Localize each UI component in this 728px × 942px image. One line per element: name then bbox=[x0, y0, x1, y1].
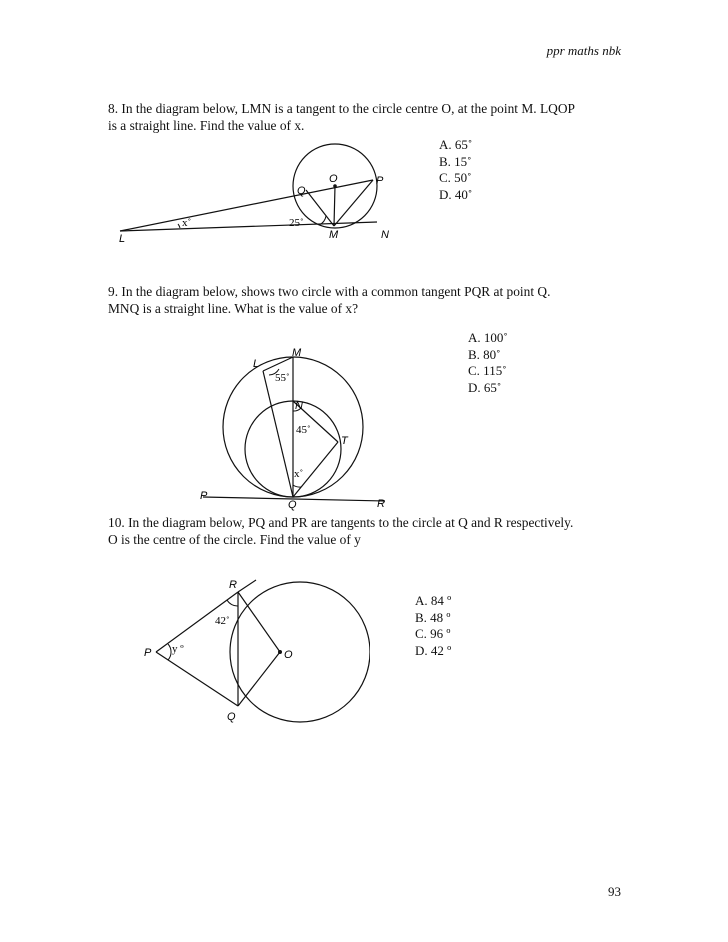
label-q: Q bbox=[288, 499, 297, 511]
angle-x-label: x˚ bbox=[294, 468, 304, 480]
label-p: P bbox=[376, 175, 384, 187]
option-c: C. 115˚ bbox=[468, 363, 507, 378]
angle-42-arc bbox=[227, 600, 238, 606]
angle-x-arc bbox=[178, 224, 180, 228]
question-10-line1: 10. In the diagram below, PQ and PR are tangents to the circle at Q and R respectively. bbox=[108, 515, 574, 530]
angle-y-arc bbox=[168, 644, 171, 660]
label-q: Q bbox=[297, 185, 306, 197]
option-d: D. 40˚ bbox=[439, 186, 473, 202]
option-a: A. 65˚ bbox=[439, 137, 473, 152]
option-b: B. 80˚ bbox=[468, 346, 501, 362]
line-lq bbox=[263, 371, 293, 497]
label-o: O bbox=[329, 173, 338, 185]
label-m: M bbox=[292, 347, 302, 359]
label-l: L bbox=[253, 358, 260, 370]
option-d: D. 42 º bbox=[415, 642, 452, 658]
label-p: P bbox=[144, 647, 152, 659]
question-10-text bbox=[108, 514, 648, 548]
option-d: D. 65˚ bbox=[468, 379, 502, 395]
question-8-diagram bbox=[105, 140, 405, 250]
question-10-options bbox=[415, 593, 451, 659]
angle-45-label: 45˚ bbox=[296, 424, 311, 436]
option-c: C. 50˚ bbox=[439, 170, 472, 185]
centre-point bbox=[278, 650, 282, 654]
option-c: C. 96 º bbox=[415, 626, 451, 641]
angle-x-arc bbox=[293, 485, 301, 487]
question-9-line1: 9. In the diagram below, shows two circle with a common tangent PQR at point Q. bbox=[108, 284, 551, 299]
question-10-line2: O is the centre of the circle. Find the value of y bbox=[108, 532, 361, 547]
label-m: M bbox=[329, 229, 339, 241]
question-9-options bbox=[468, 330, 508, 396]
label-r: R bbox=[229, 579, 237, 591]
label-l: L bbox=[119, 233, 126, 245]
label-n: N bbox=[381, 229, 389, 241]
question-9-diagram bbox=[195, 345, 395, 515]
option-a: A. 100˚ bbox=[468, 330, 508, 345]
radius-ro bbox=[238, 592, 280, 652]
question-8-options bbox=[439, 137, 472, 203]
angle-y-label: y º bbox=[172, 643, 184, 655]
label-p: P bbox=[200, 490, 208, 502]
label-q: Q bbox=[227, 711, 236, 723]
page-header: ppr maths nbk bbox=[546, 43, 621, 58]
option-b: B. 15˚ bbox=[439, 153, 472, 169]
label-r: R bbox=[377, 498, 385, 510]
option-b: B. 48 º bbox=[415, 609, 451, 625]
question-10-diagram bbox=[130, 570, 370, 735]
circle bbox=[230, 582, 370, 722]
radius-om bbox=[334, 186, 335, 226]
label-n: N bbox=[295, 400, 303, 412]
tangent-pr-extension bbox=[238, 580, 256, 592]
label-o: O bbox=[284, 649, 293, 661]
question-8-line1: 8. In the diagram below, LMN is a tangent to the circle centre O, at the point M. LQOP bbox=[108, 101, 575, 116]
question-8-text bbox=[108, 100, 628, 134]
radius-oq bbox=[238, 652, 280, 706]
page-number: 93 bbox=[608, 884, 621, 899]
angle-55-label: 55˚ bbox=[275, 372, 290, 384]
angle-42-label: 42˚ bbox=[215, 615, 230, 627]
question-8-line2: is a straight line. Find the value of x. bbox=[108, 118, 305, 133]
angle-25-label: 25˚ bbox=[289, 217, 304, 229]
option-a: A. 84 º bbox=[415, 593, 452, 608]
angle-x-label: x˚ bbox=[182, 217, 192, 229]
question-9-text bbox=[108, 283, 628, 317]
label-t: T bbox=[341, 435, 348, 447]
question-9-line2: MNQ is a straight line. What is the value of x? bbox=[108, 301, 359, 316]
